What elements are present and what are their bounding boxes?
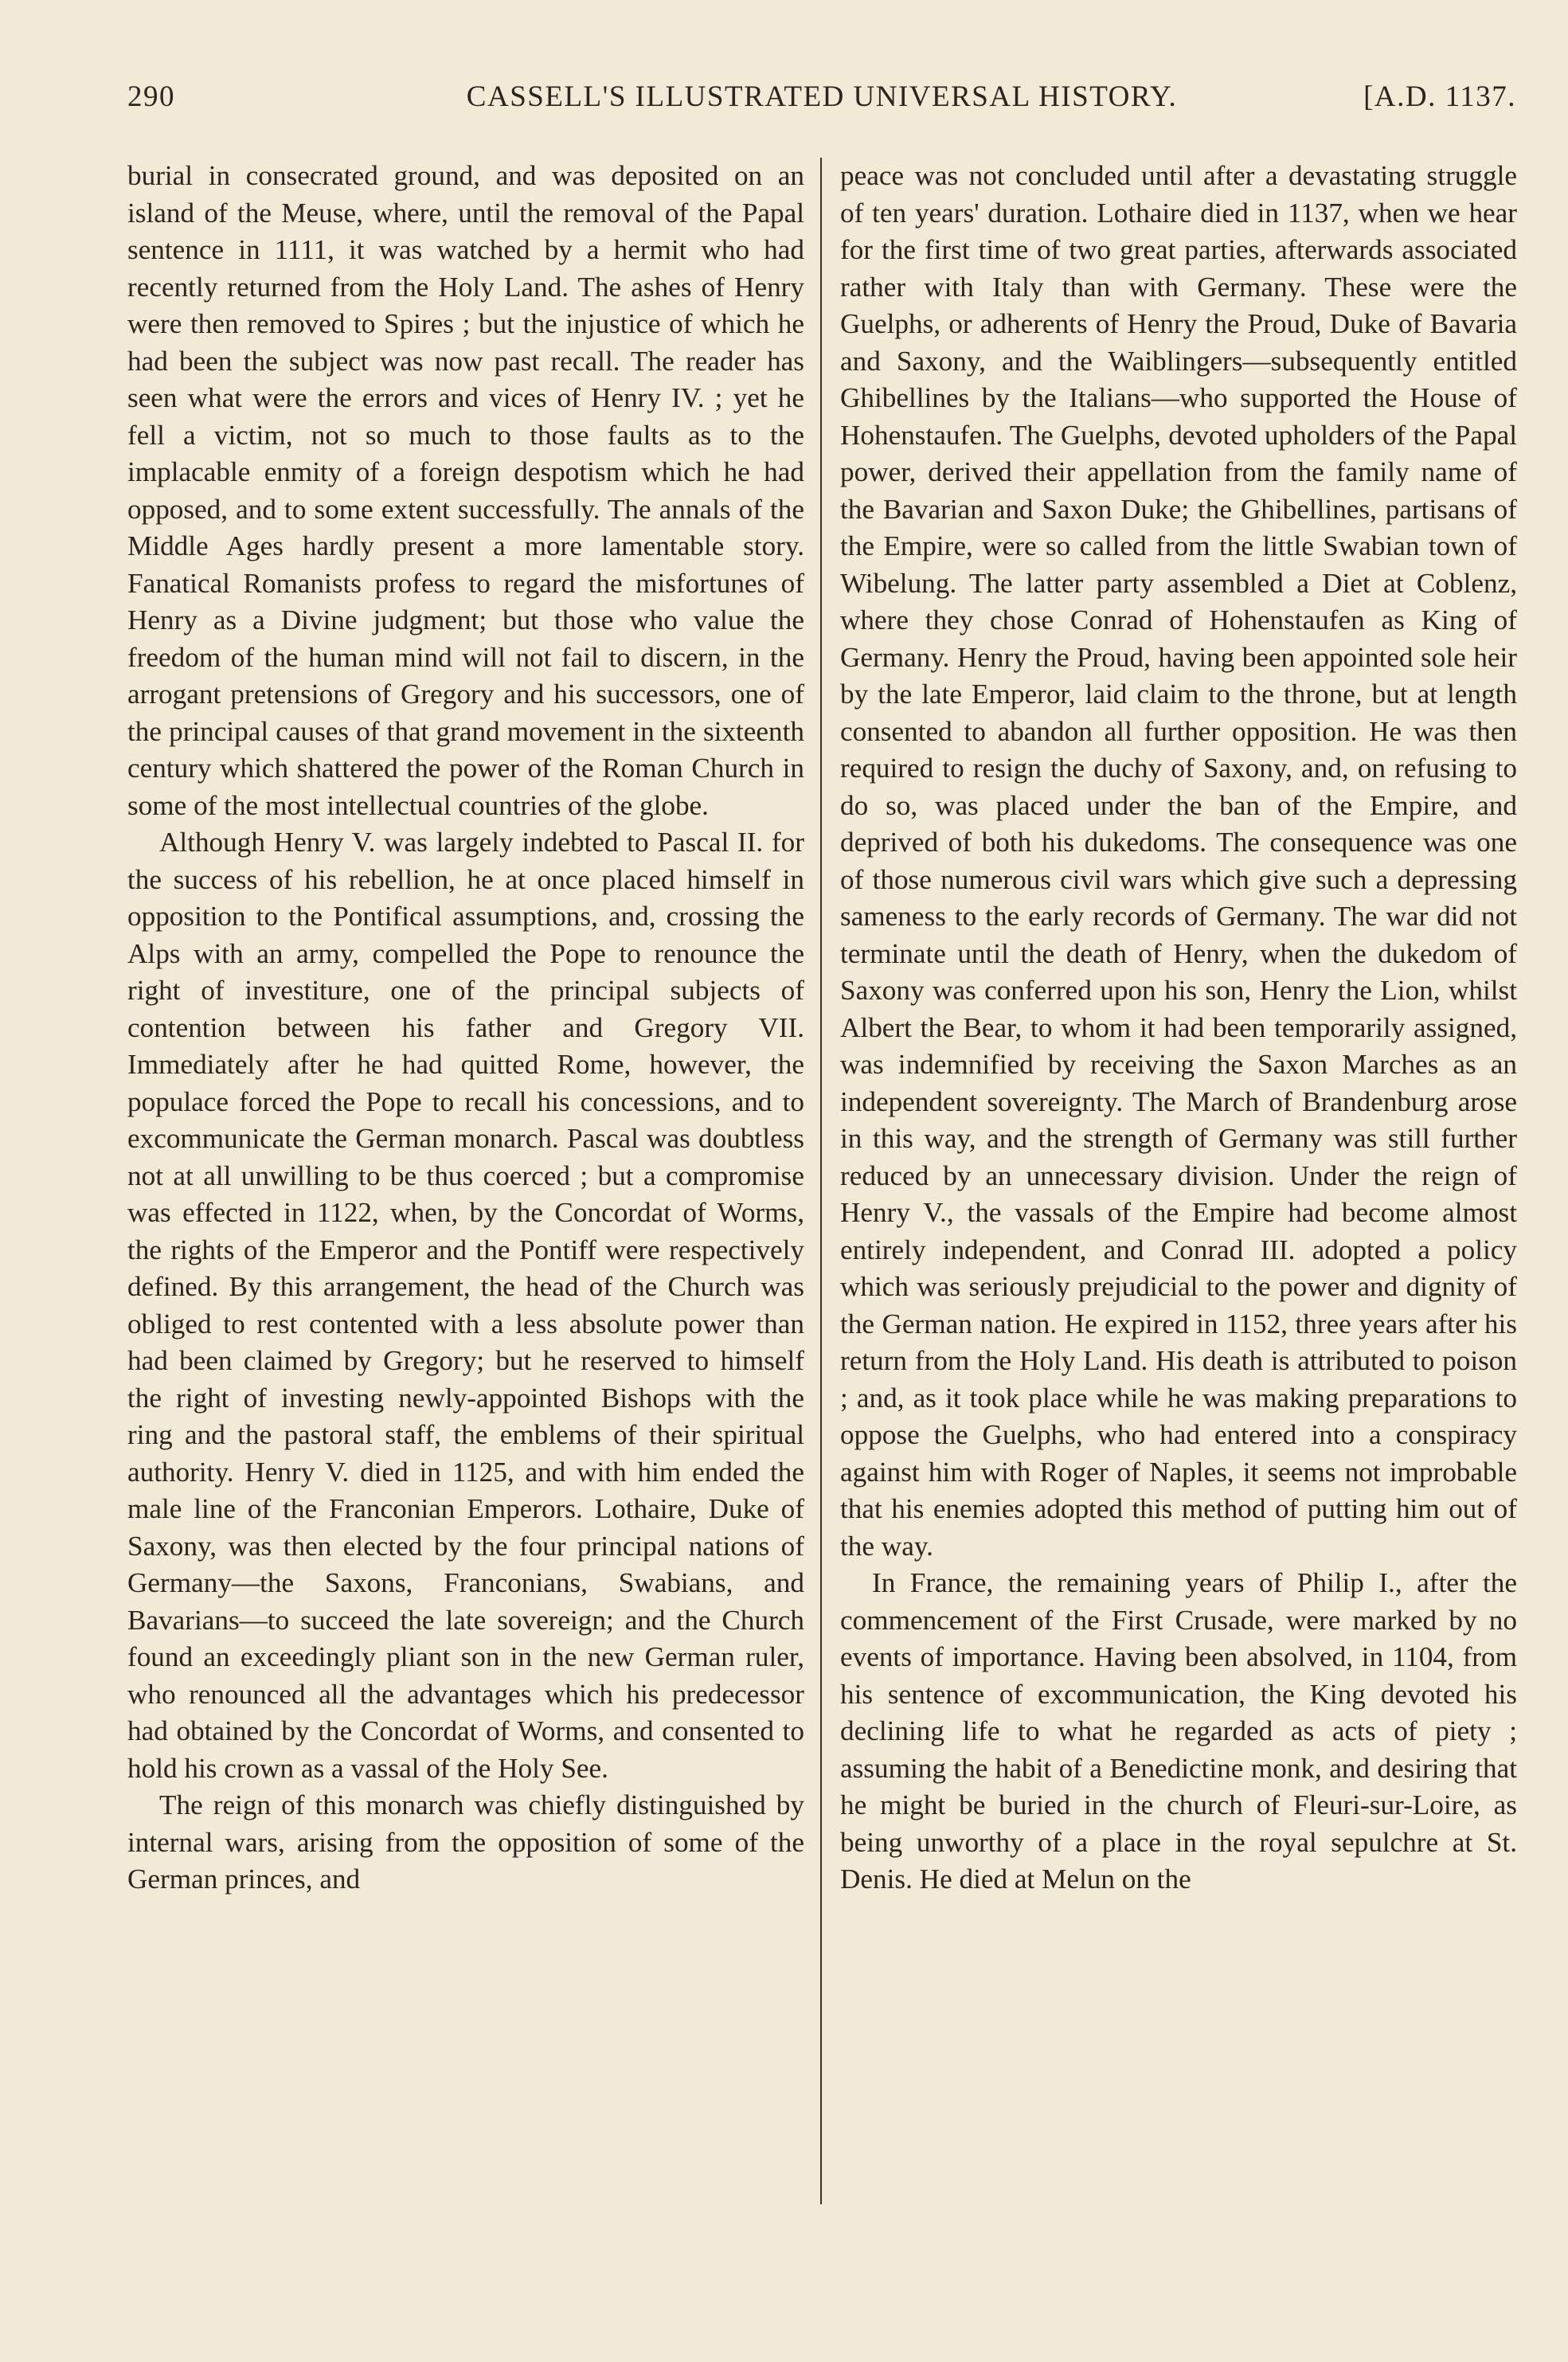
paragraph: burial in consecrated ground, and was deposited on an island of the Meuse, where, until the removal of the Papal sentence in 1111, it was watched by a hermit who had recently returned from the Holy Land. The ashes of Henry were then removed to Spires ; but the injustice of which he had been the subject was now past recall. The reader has seen what were the errors and vices of Henry IV. ; yet he fell a victim, not so much to those faults as to the implacable enmity of a foreign despotism which he had opposed, and to some extent successfully. The annals of the Middle Ages hardly present a more lamentable story. Fanatical Romanists profess to regard the misfortunes of Henry as a Divine judgment; but those who value the freedom of the human mind will not fail to discern, in the arrogant pretensions of Gregory and his successors, one of the principal causes of that grand movement in the sixteenth century which shattered the power of the Roman Church in some of the most intellectual countries of the globe. bbox=[127, 160, 804, 821]
paragraph: Although Henry V. was largely indebted to Pascal II. for the success of his rebellion, he at once placed himself in opposition to the Pontifical assumptions, and, crossing the Alps with an army, compelled the Pope to renounce the right of investiture, one of the principal subjects of contention between his father and Gregory VII. Immediately after he had quitted Rome, however, the populace forced the Pope to recall his concessions, and to excommunicate the German monarch. Pascal was doubtless not at all unwilling to be thus coerced ; but a compromise was effected in 1122, when, by the Concordat of Worms, the rights of the Emperor and the Pontiff were respectively defined. By this arrangement, the head of the Church was obliged to rest contented with a less absolute power than had been claimed by Gregory; but he reserved to himself the right of investing newly-appointed Bishops with the ring and the pastoral staff, the emblems of their spiritual authority. Henry V. died in 1125, and with him ended the male line of the Franconian Emperors. Lothaire, Duke of Saxony, was then elected by the four principal nations of Germany—the Saxons, Franconians, Swabians, and Bavarians—to succeed the late sovereign; and the Church found an exceedingly pliant son in the new German ruler, who renounced all the advantages which his predecessor had obtained by the Concordat of Worms, and consented to hold his crown as a vassal of the Holy See. bbox=[127, 827, 804, 1784]
right-column bbox=[840, 158, 1517, 2340]
page-number: 290 bbox=[127, 80, 175, 113]
header-date: [A.D. 1137. bbox=[1363, 80, 1516, 113]
paragraph: The reign of this monarch was chiefly distinguished by internal wars, arising from the opposition of some of the German princes, and bbox=[127, 1789, 804, 1895]
left-column bbox=[127, 158, 804, 2340]
paragraph: In France, the remaining years of Philip I., after the commencement of the First Crusade, were marked by no events of importance. Having been absolved, in 1104, from his sentence of excommunication, the King devoted his declining life to what he regarded as acts of piety ; assuming the habit of a Benedictine monk, and desiring that he might be buried in the church of Fleuri-sur-Loire, as being unworthy of a place in the royal sepulchre at St. Denis. He died at Melun on the bbox=[840, 1567, 1517, 1895]
running-title: CASSELL'S ILLUSTRATED UNIVERSAL HISTORY. bbox=[466, 80, 1178, 113]
running-header bbox=[127, 80, 1516, 127]
paragraph: peace was not concluded until after a devastating struggle of ten years' duration. Lothaire died in 1137, when we hear for the first time of two great parties, afterwards associated rather with Italy than with Germany. These were the Guelphs, or adherents of Henry the Proud, Duke of Bavaria and Saxony, and the Waiblingers—subsequently entitled Ghibellines by the Italians—who supported the House of Hohenstaufen. The Guelphs, devoted upholders of the Papal power, derived their appellation from the family name of the Bavarian and Saxon Duke; the Ghibellines, partisans of the Empire, were so called from the little Swabian town of Wibelung. The latter party assembled a Diet at Coblenz, where they chose Conrad of Hohenstaufen as King of Germany. Henry the Proud, having been appointed sole heir by the late Emperor, laid claim to the throne, but at length consented to abandon all further opposition. He was then required to resign the duchy of Saxony, and, on refusing to do so, was placed under the ban of the Empire, and deprived of both his dukedoms. The consequence was one of those numerous civil wars which give such a depressing sameness to the early records of Germany. The war did not terminate until the death of Henry, when the dukedom of Saxony was conferred upon his son, Henry the Lion, whilst Albert the Bear, to whom it had been temporarily assigned, was indemnified by receiving the Saxon Marches as an independent sovereignty. The March of Brandenburg arose in this way, and the strength of Germany was still further reduced by an unnecessary division. Under the reign of Henry V., the vassals of the Empire had become almost entirely independent, and Conrad III. adopted a policy which was seriously prejudicial to the power and dignity of the German nation. He expired in 1152, three years after his return from the Holy Land. His death is attributed to poison ; and, as it took place while he was making preparations to oppose the Guelphs, who had entered into a conspiracy against him with Roger of Naples, it seems not improbable that his enemies adopted this method of putting him out of the way. bbox=[840, 160, 1517, 1562]
column-divider bbox=[820, 158, 822, 2204]
